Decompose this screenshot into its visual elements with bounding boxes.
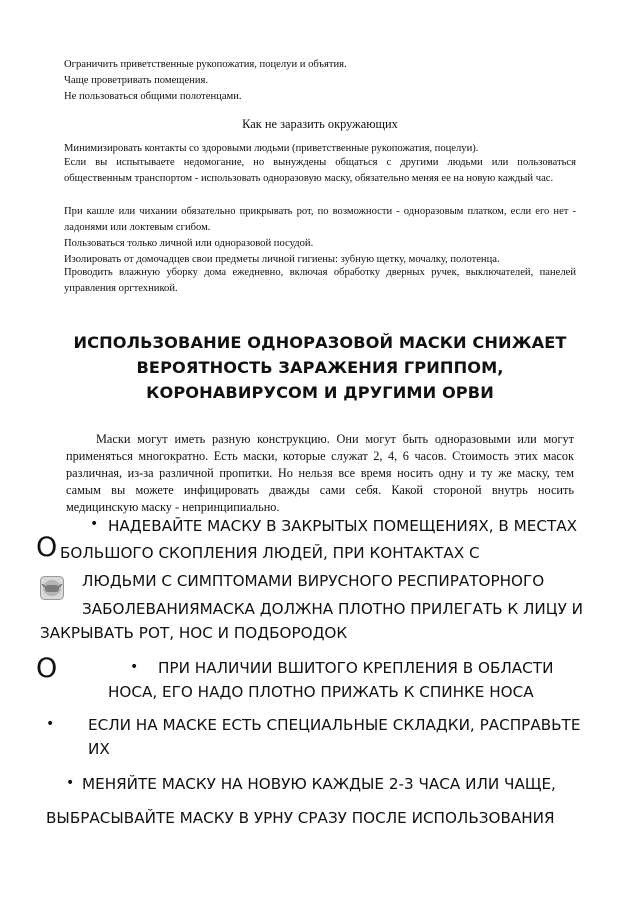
bullet-text: ЛЮДЬМИ С СИМПТОМАМИ ВИРУСНОГО РЕСПИРАТОРНОГО — [82, 572, 545, 590]
bullet-marker: • — [130, 659, 139, 675]
bullet-text: ВЫБРАСЫВАЙТЕ МАСКУ В УРНУ СРАЗУ ПОСЛЕ ИСПОЛЬЗОВАНИЯ — [46, 809, 555, 827]
paragraph: Маски могут иметь разную конструкцию. Они могут быть одноразовыми или могут применяться многократно. Есть маски, которые служат 2, 4, 6 часов. Стоимость этих масок различная, из-за различной пропитки. Но нельзя все время носить одну и ту же маску, тем самым вы можете инфицировать дважды сами себя. Какой стороной внутрь носить медицинскую маску - непринципиально. — [66, 432, 574, 514]
section-item: При кашле или чихании обязательно прикрывать рот, по возможности - одноразовым платком, если его нет - ладонями или локтевым сгибом. — [64, 206, 576, 234]
section-item: Минимизировать контакты со здоровыми людьми (приветственные рукопожатия, поцелуи). — [64, 143, 479, 154]
bullet-text: НОСА, ЕГО НАДО ПЛОТНО ПРИЖАТЬ К СПИНКЕ НОСА — [108, 683, 534, 701]
bullet-text: ЗАКРЫВАТЬ РОТ, НОС И ПОДБОРОДОК — [40, 624, 348, 642]
bullet-text: ИХ — [88, 740, 110, 758]
top-list-item: Не пользоваться общими полотенцами. — [64, 91, 242, 102]
bullet-marker: • — [90, 516, 99, 532]
bullet-text: ЕСЛИ НА МАСКЕ ЕСТЬ СПЕЦИАЛЬНЫЕ СКЛАДКИ, РАСПРАВЬТЕ — [88, 716, 581, 734]
bullet-text: НАДЕВАЙТЕ МАСКУ В ЗАКРЫТЫХ ПОМЕЩЕНИЯХ, В МЕСТАХ — [108, 517, 578, 535]
top-list-item: Ограничить приветственные рукопожатия, поцелуи и объятия. — [64, 59, 347, 70]
bullet-marker: • — [66, 775, 75, 791]
bullet-text: БОЛЬШОГО СКОПЛЕНИЯ ЛЮДЕЙ, ПРИ КОНТАКТАХ С — [60, 544, 480, 562]
artifact-letter: O — [36, 532, 58, 563]
section-item: Если вы испытываете недомогание, но вынуждены общаться с другими людьми или пользоваться общественным транспортом - использовать одноразовую маску, обязательно меняя ее на новую каждый час. — [64, 157, 576, 185]
mask-icon — [40, 576, 64, 600]
bullet-text: ЗАБОЛЕВАНИЯМАСКА ДОЛЖНА ПЛОТНО ПРИЛЕГАТЬ К ЛИЦУ И — [82, 600, 584, 618]
section-item: Пользоваться только личной или одноразовой посудой. — [64, 238, 314, 249]
bullet-text: ПРИ НАЛИЧИИ ВШИТОГО КРЕПЛЕНИЯ В ОБЛАСТИ — [158, 659, 554, 677]
headline: ИСПОЛЬЗОВАНИЕ ОДНОРАЗОВОЙ МАСКИ СНИЖАЕТ ВЕРОЯТНОСТЬ ЗАРАЖЕНИЯ ГРИППОМ, КОРОНАВИРУСОМ И ДРУГИМИ ОРВИ — [73, 333, 567, 402]
bullet-marker: • — [46, 716, 55, 732]
section-item: Изолировать от домочадцев свои предметы личной гигиены: зубную щетку, мочалку, полотенца. — [64, 254, 500, 265]
top-list-item: Чаще проветривать помещения. — [64, 75, 209, 86]
artifact-letter: O — [36, 653, 58, 684]
section-item: Проводить влажную уборку дома ежедневно, включая обработку дверных ручек, выключателей, панелей управления оргтехникой. — [64, 267, 576, 295]
bullet-text: МЕНЯЙТЕ МАСКУ НА НОВУЮ КАЖДЫЕ 2-3 ЧАСА ИЛИ ЧАЩЕ, — [82, 775, 556, 793]
section-title: Как не заразить окружающих — [242, 117, 398, 131]
